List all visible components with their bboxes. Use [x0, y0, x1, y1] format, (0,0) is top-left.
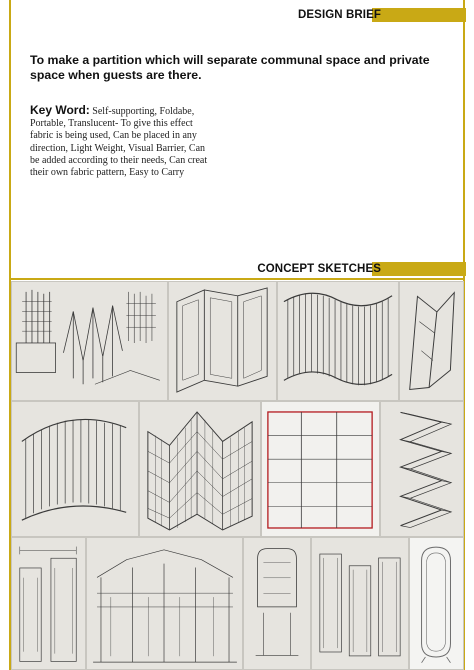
sketch-tri-fold-screen	[168, 281, 277, 401]
sketch-zigzag-frame	[399, 281, 464, 401]
sketch-checker-zigzag-screen	[139, 401, 261, 537]
sketch-single-panel-stand	[243, 537, 311, 670]
sketch-red-framed-grid-panel	[261, 401, 380, 537]
brief-statement: To make a partition which will separate communal space and private space when guests are there.	[30, 53, 430, 82]
sketch-arched-frame-study	[86, 537, 243, 670]
sketch-curved-rod-screen	[11, 401, 139, 537]
keywords-text: Self-supporting, Foldabe, Portable, Translucent- To give this effect fabric is being used, Can be placed in any direction, Light Weight, Visual Barrier, Can be added according to their needs, Can creat their own fabric pattern, Easy to Carry	[30, 106, 208, 179]
sketch-folding-panels-with-trellis	[11, 281, 168, 401]
design-brief-heading: DESIGN BRIEF	[298, 9, 381, 21]
concept-sketch-collage	[11, 281, 464, 670]
concept-sketches-heading: CONCEPT SKETCHES	[257, 263, 381, 275]
sketch-accordion-fold	[380, 401, 464, 537]
sketch-framed-panel-series	[311, 537, 409, 670]
design-brief-accent-bar	[372, 8, 466, 22]
sketch-rounded-frame-screen	[409, 537, 464, 670]
section-divider	[10, 278, 464, 280]
sketch-wave-pleated-screen	[277, 281, 399, 401]
keywords-label: Key Word:	[30, 103, 90, 117]
keywords-block	[30, 104, 215, 179]
sketch-technical-elevations	[11, 537, 86, 670]
concept-sketches-accent-bar	[372, 262, 466, 276]
